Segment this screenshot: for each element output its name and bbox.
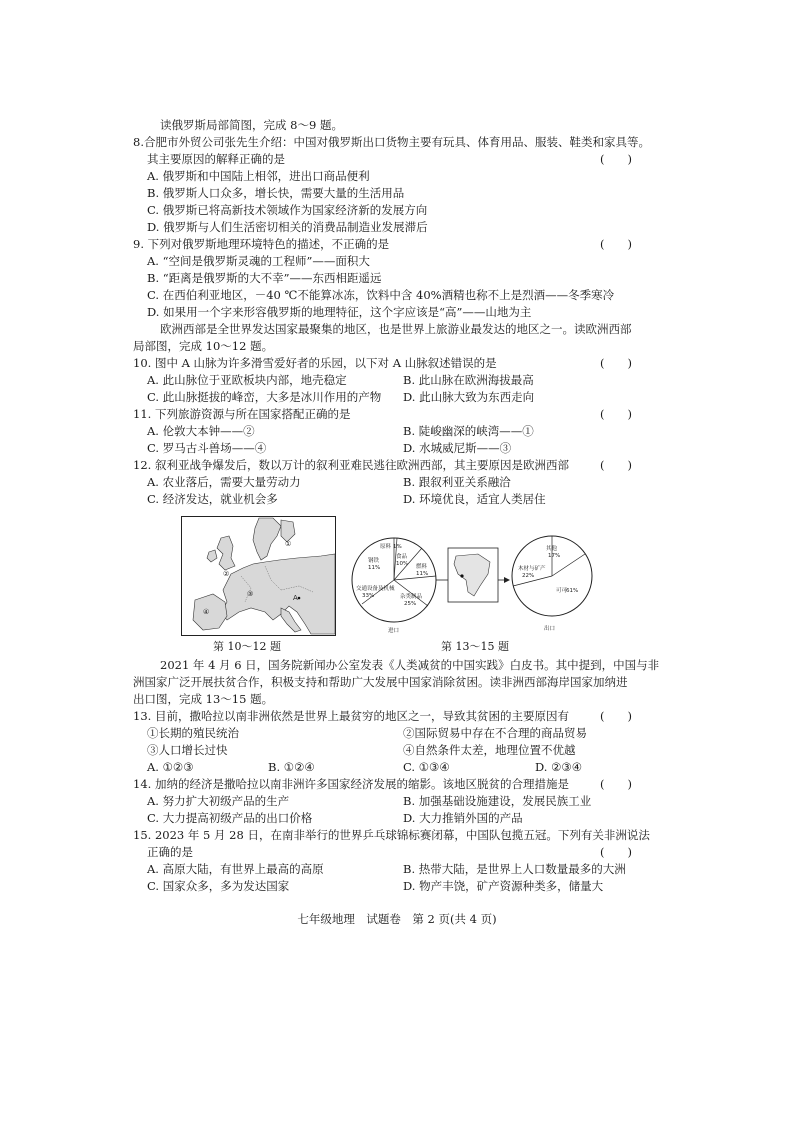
q10-option-a[interactable]: A. 此山脉位于亚欧板块内部，地壳稳定 [147,373,347,387]
q13-answer-bracket[interactable]: ( ) [600,709,632,723]
map-label-3: ③ [247,590,254,598]
import-slice-food-value: 10% [396,561,409,567]
intro-10-12-line1: 欧洲西部是全世界发达国家最聚集的地区，也是世界上旅游业最发达的地区之一。读欧洲西部 [160,322,632,336]
export-slice-timber-label: 木材与矿产 [518,566,546,572]
q14-stem: 14. 加纳的经济是撒哈拉以南非洲许多国家经济发展的缩影。该地区脱贫的合理措施是 [133,777,569,791]
import-slice-steel-label: 钢铁 [368,558,380,564]
q13-statement-2: ②国际贸易中存在不合理的商品贸易 [403,726,587,740]
q11-stem: 11. 下列旅游资源与所在国家搭配正确的是 [133,407,351,421]
q13-stem: 13. 目前，撒哈拉以南非洲依然是世界上最贫穷的地区之一，导致其贫困的主要原因有 [133,709,569,723]
q9-option-a[interactable]: A. “空间是俄罗斯灵魂的工程师”——面积大 [147,254,370,268]
map-label-4: ④ [203,608,210,616]
export-slice-other-label: 其他 [546,546,558,552]
import-pie [352,538,436,634]
page-footer: 七年级地理 试题卷 第 2 页(共 4 页) [297,912,497,926]
q15-stem-line1: 15. 2023 年 5 月 28 日，在南非举行的世界乒乓球锦标赛闭幕，中国队包揽五冠。下列有关非洲说法 [133,828,650,842]
q8-stem-line2: 其主要原因的解释正确的是 [147,152,285,166]
q14-option-c[interactable]: C. 大力提高初级产品的出口价格 [147,811,313,825]
q8-answer-bracket[interactable]: ( ) [600,152,632,166]
q14-option-d[interactable]: D. 大力推销外国的产品 [403,811,523,825]
q11-option-c[interactable]: C. 罗马古斗兽场——④ [147,441,267,455]
export-pie [512,536,592,632]
q15-option-a[interactable]: A. 高原大陆，有世界上最高的高原 [147,862,324,876]
q15-stem-line2: 正确的是 [147,845,193,859]
import-slice-transport-value: 33% [362,593,375,599]
map-label-2: ② [223,570,230,578]
intro-8-9: 读俄罗斯局部简图，完成 8～9 题。 [160,118,343,132]
map-label-a: A [293,594,298,602]
q12-option-b[interactable]: B. 跟叙利亚关系融洽 [403,475,511,489]
q13-statement-4: ④自然条件太差，地理位置不优越 [403,743,576,757]
export-slice-timber-value: 22% [522,573,535,579]
import-slice-food-label: 食品 [396,554,408,560]
q15-option-b[interactable]: B. 热带大陆，是世界上人口数量最多的大洲 [403,862,626,876]
ghana-trade-chart [350,526,598,634]
q9-option-c[interactable]: C. 在西伯利亚地区，－40 ℃不能算冰冻，饮料中含 40%酒精也称不上是烈酒——冬季寒冷 [147,288,615,302]
q8-stem-line1: 8.合肥市外贸公司张先生介绍：中国对俄罗斯出口货物主要有玩具、体育用品、服装、鞋类和家具等。 [133,135,650,149]
import-slice-raw-label: 原料 [380,544,392,550]
q14-option-a[interactable]: A. 努力扩大初级产品的生产 [147,794,290,808]
import-slice-steel-value: 11% [368,565,381,571]
import-slice-fuel-label: 燃料 [416,564,428,570]
map-label-1: ① [285,540,292,548]
q8-option-b[interactable]: B. 俄罗斯人口众多，增长快，需要大量的生活用品 [147,186,405,200]
intro-13-15-line1: 2021 年 4 月 6 日，国务院新闻办公室发表《人类减贫的中国实践》白皮书。其中提到，中国与非 [160,658,660,672]
q15-option-c[interactable]: C. 国家众多，多为发达国家 [147,879,290,893]
import-slice-raw-value: 1% [393,544,402,550]
q12-answer-bracket[interactable]: ( ) [600,458,632,472]
q13-statement-1: ①长期的殖民统治 [147,726,239,740]
figure1-caption: 第 10～12 题 [213,640,281,653]
q8-option-d[interactable]: D. 俄罗斯与人们生活密切相关的消费品制造业发展滞后 [147,220,428,234]
figure2-caption: 第 13～15 题 [441,640,509,653]
q12-option-d[interactable]: D. 环境优良，适宜人类居住 [403,492,546,506]
intro-13-15-line3: 出口图，完成 13～15 题。 [133,692,274,706]
export-pie-title: 出口 [544,626,556,632]
q10-option-b[interactable]: B. 此山脉在欧洲海拔最高 [403,373,534,387]
q15-option-d[interactable]: D. 物产丰饶，矿产资源种类多，储量大 [403,879,604,893]
import-pie-title: 进口 [388,628,400,634]
q12-option-a[interactable]: A. 农业落后，需要大量劳动力 [147,475,301,489]
q11-answer-bracket[interactable]: ( ) [600,407,632,421]
q9-option-d[interactable]: D. 如果用一个字来形容俄罗斯的地理特征，这个字应该是“高”——山地为主 [147,305,532,319]
q8-option-a[interactable]: A. 俄罗斯和中国陆上相邻，进出口商品便利 [147,169,370,183]
q10-answer-bracket[interactable]: ( ) [600,356,632,370]
q10-option-c[interactable]: C. 此山脉挺拔的峰峦，大多是冰川作用的产物 [147,390,382,404]
export-slice-other-value: 17% [548,553,561,559]
export-slice-cocoa-value: 61% [566,588,579,594]
q9-stem: 9. 下列对俄罗斯地理环境特色的描述，不正确的是 [133,237,390,251]
q10-stem: 10. 图中 A 山脉为许多滑雪爱好者的乐园，以下对 A 山脉叙述错误的是 [133,356,497,370]
q11-option-a[interactable]: A. 伦敦大本钟——② [147,424,255,438]
western-europe-map [181,516,336,636]
import-slice-misc-value: 25% [404,601,417,607]
q12-option-c[interactable]: C. 经济发达，就业机会多 [147,492,278,506]
q11-option-b[interactable]: B. 陡峻幽深的峡湾——① [403,424,534,438]
import-slice-transport-label: 交通设备及机械 [356,586,395,592]
q12-stem: 12. 叙利亚战争爆发后，数以万计的叙利亚难民逃往欧洲西部，其主要原因是欧洲西部 [133,458,569,472]
q8-option-c[interactable]: C. 俄罗斯已将高新技术领域作为国家经济新的发展方向 [147,203,428,217]
q13-option-d[interactable]: D. ②③④ [535,760,583,774]
q14-option-b[interactable]: B. 加强基础设施建设，发展民族工业 [403,794,592,808]
q9-answer-bracket[interactable]: ( ) [600,237,632,251]
q13-option-c[interactable]: C. ①③④ [403,760,450,774]
q15-answer-bracket[interactable]: ( ) [600,845,632,859]
intro-13-15-line2: 洲国家广泛开展扶贫合作，积极支持和帮助广大发展中国家消除贫困。读非洲西部海岸国家加纳进 [133,675,628,689]
q11-option-d[interactable]: D. 水城威尼斯——③ [403,441,512,455]
q13-statement-3: ③人口增长过快 [147,743,228,757]
q13-option-b[interactable]: B. ①②④ [268,760,315,774]
import-slice-misc-label: 杂类制品 [400,594,423,600]
q13-option-a[interactable]: A. ①②③ [147,760,194,774]
intro-10-12-line2: 局部图，完成 10～12 题。 [133,339,274,353]
africa-inset-map [448,548,498,602]
q10-option-d[interactable]: D. 此山脉大致为东西走向 [403,390,535,404]
import-slice-fuel-value: 11% [416,571,429,577]
export-slice-cocoa-label: 可可 [556,588,568,594]
q9-option-b[interactable]: B. “距离是俄罗斯的大不幸”——东西相距遥远 [147,271,382,285]
q14-answer-bracket[interactable]: ( ) [600,777,632,791]
